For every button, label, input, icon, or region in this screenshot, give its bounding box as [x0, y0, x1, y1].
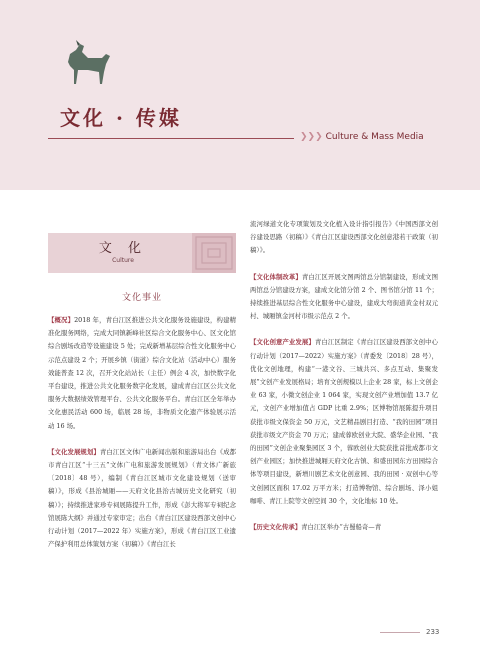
- paragraph-tag: 【历史文化传承】: [250, 523, 302, 532]
- paragraph-tag: 【文化创意产业发展】: [250, 338, 315, 347]
- chapter-subtitle: ❯❯❯ Culture & Mass Media: [300, 132, 424, 142]
- left-column: [48, 314, 236, 551]
- chapter-title: 文化 · 传媒: [60, 106, 182, 130]
- paragraph-text: 青白江区文体广电新闻出版和旅游局出台《成都市青白江区“十三五”文体广电和旅游发展规划》（青文体广新旅〔2018〕48 号），编制《青白江区城市文化建设规划（送审稿）》，形成《县治城厢——天府文化县治古城历史文化研究（初稿）》；持续推进家珍专祠展陈提升工作，形成《彭大将军专祠纪念馆展陈大纲》并通过专家审定；出台《青白江区建设西部文创中心行动计划（2017—2022 年）实施方案》，形成《青白江区工业遗产保护利用总体策划方案（初稿）》《青白江长: [48, 447, 237, 549]
- section-banner: [48, 233, 236, 273]
- paragraph-tag: 【概况】: [48, 316, 75, 324]
- page-number: 233: [426, 628, 440, 636]
- right-column: [250, 218, 438, 534]
- paragraph-text: 青白江区制定《青白江区建设西部文创中心行动计划（2017—2022）实施方案》（青委发〔2018〕28 号），优化文创地理，构建“一港文谷、三城共兴、多点互动、集聚发展”文创产业发展格局；培育文创规模以上企业 28 家，标上文创企业 63 家，小微文创企业 1 064 家，实现文创产业增加值 13.7 亿元，文创产业增加值占 GDP 比重 2.9%；区博物馆展陈提升项目获批市级文保资金 50 万元，文艺精品剧目打造、“我的田园”项目获批市级文产资金 70 万元；建成蓉欧创业大院、盛华企业园、“我的田园”文创企业聚集园区 3 个，蓉欧创业大院获批首批成都市文创产业园区；加快推进城厢天府文化古镇、和盛田园东方田园综合体等项目建设，新增川剧艺术文化创意园、我的田园 · 双创中心等文创园区面积 17.02 万平方米；打造博物馆、综合剧场、泽小姐咖啡、青江上院等文创空间 30 个，文化地标 10 处。: [250, 338, 439, 505]
- chapter-header: [0, 0, 480, 190]
- footer-rule: [380, 632, 420, 633]
- paragraph-overview: [48, 314, 236, 433]
- chapter-divider: [48, 138, 294, 139]
- paragraph-text: 2018 年，青白江区推进公共文化服务设施建设，构建精准化服务网络，完成大同镇新峰社区综合文化服务中心、区文化馆综合剧场改造等设施建设 5 处；完成新增基层综合性文化服务中心示范点建设 2 个；开展乡镇（街道）综合文化站（活动中心）服务效能普查 12 次，召开文化站站长（主任）例会 4 次，加快数字化平台建设，推进公共文化服务数字化发展，建成青白江区公共文化服务大数据绩效管理平台、公共文化服务平台。青白江区全年举办文化惠民活动 600 场，临展 28 场，非物质文化遗产体验展示活动 16 场。: [48, 316, 236, 430]
- banner-subtitle: Culture: [112, 257, 134, 264]
- chevron-right-icon: ❯❯❯: [300, 132, 323, 142]
- paragraph-creative-industry: [250, 336, 438, 508]
- paragraph-planning: [48, 446, 236, 552]
- lattice-pattern-icon: [192, 233, 236, 273]
- banner-title: 文 化: [98, 241, 148, 256]
- bronze-horse-icon: [58, 40, 114, 86]
- paragraph-text: 青白江区开展文图两馆总分馆制建设，形成文图两馆总分馆建设方案，建成文化馆分馆 2 个、图书馆分馆 11 个；持续推进基层综合性文化服务中心建设，建成大弯街道黄金村双元村、城厢镇金河村市级示范点 2 个。: [250, 272, 439, 321]
- paragraph-heritage: [250, 521, 438, 534]
- paragraph-reform: [250, 271, 438, 324]
- paragraph-text: 流河绿道文化专项策划及文化植入设计指引报告》《中国西部文创谷建设思路（初稿）》《青白江区建设西部文化创意港若干政策（初稿）》。: [250, 220, 438, 255]
- paragraph-continuation: [250, 218, 438, 258]
- paragraph-tag: 【文化体制改革】: [250, 272, 302, 281]
- paragraph-tag: 【文化发展规划】: [48, 447, 100, 456]
- paragraph-text: 青白江区举办“古蜀船奇—青: [301, 523, 382, 532]
- section-title: 文化事业: [121, 293, 162, 303]
